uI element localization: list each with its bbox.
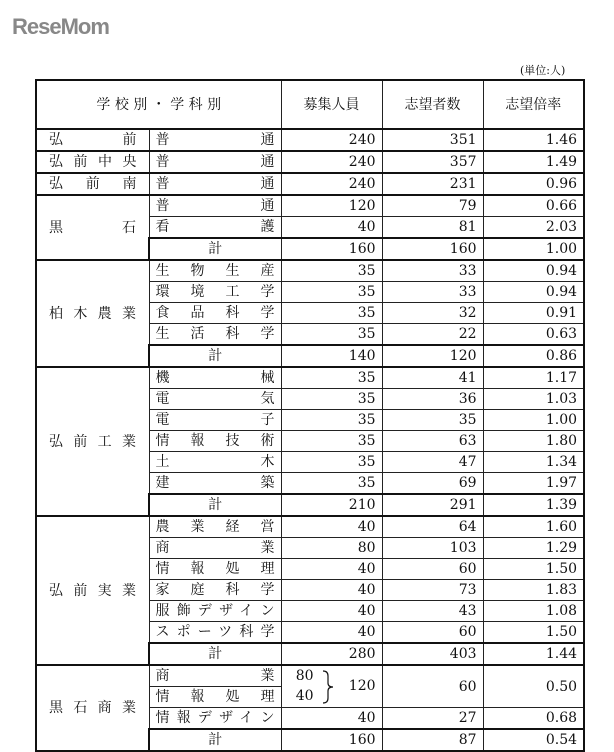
applicant-ratio-table	[35, 79, 585, 752]
header-quota: 募集人員	[281, 80, 382, 129]
table-row	[36, 195, 584, 217]
ratio: 1.34	[483, 452, 584, 473]
subtotal-applicants: 403	[382, 643, 483, 665]
school-name: 柏木農業	[36, 260, 149, 367]
dept-name: 家庭科学	[149, 580, 281, 601]
applicants: 43	[382, 601, 483, 622]
dept-name: 電気	[149, 389, 281, 410]
header-school-dept: 学 校 別 ・ 学 科 別	[36, 80, 281, 129]
ratio: 1.17	[483, 367, 584, 389]
applicants: 41	[382, 367, 483, 389]
applicants: 69	[382, 473, 483, 495]
subtotal-ratio: 1.00	[483, 238, 584, 260]
ratio: 0.63	[483, 324, 584, 346]
quota: 40	[281, 622, 382, 644]
header-row	[36, 80, 584, 129]
table-row	[36, 129, 584, 151]
subtotal-applicants: 291	[382, 494, 483, 516]
dept-name: 農業経営	[149, 516, 281, 538]
quota-total: 120	[348, 678, 376, 694]
subtotal-quota: 210	[281, 494, 382, 516]
subtotal-quota: 280	[281, 643, 382, 665]
dept-name: 土木	[149, 452, 281, 473]
quota: 35	[281, 260, 382, 282]
ratio: 1.49	[483, 151, 584, 173]
school-name: 弘前中央	[36, 151, 149, 173]
ratio: 1.29	[483, 538, 584, 559]
quota: 35	[281, 324, 382, 346]
ratio: 1.83	[483, 580, 584, 601]
quota: 40	[281, 708, 382, 730]
applicants: 47	[382, 452, 483, 473]
applicants: 36	[382, 389, 483, 410]
table-row	[36, 260, 584, 282]
table-row	[36, 665, 584, 687]
dept-name: 生物生産	[149, 260, 281, 282]
header-applicants: 志望者数	[382, 80, 483, 129]
quota: 240	[281, 151, 382, 173]
ratio: 0.91	[483, 303, 584, 324]
subtotal-label: 計	[149, 729, 281, 751]
ratio: 1.46	[483, 129, 584, 151]
applicants: 103	[382, 538, 483, 559]
quota: 80	[281, 538, 382, 559]
quota-part: 80	[295, 668, 314, 684]
ratio: 1.50	[483, 622, 584, 644]
ratio: 0.94	[483, 282, 584, 303]
applicants: 60	[382, 559, 483, 580]
header-ratio: 志望倍率	[483, 80, 584, 129]
ratio: 1.03	[483, 389, 584, 410]
applicants: 81	[382, 217, 483, 239]
dept-name: 生活科学	[149, 324, 281, 346]
quota: 35	[281, 367, 382, 389]
subtotal-label: 計	[149, 238, 281, 260]
applicants: 27	[382, 708, 483, 730]
quota: 35	[281, 303, 382, 324]
subtotal-quota: 140	[281, 345, 382, 367]
table-row	[36, 151, 584, 173]
dept-name: 電子	[149, 410, 281, 431]
applicants: 35	[382, 410, 483, 431]
subtotal-quota: 160	[281, 729, 382, 751]
ratio: 1.60	[483, 516, 584, 538]
quota: 35	[281, 389, 382, 410]
quota: 40	[281, 601, 382, 622]
ratio: 1.00	[483, 410, 584, 431]
dept-name: 服飾デザイン	[149, 601, 281, 622]
dept-name: 商業	[149, 665, 281, 687]
dept-name: 情報処理	[149, 559, 281, 580]
applicants: 73	[382, 580, 483, 601]
dept-name: 普通	[149, 129, 281, 151]
quota: 35	[281, 473, 382, 495]
quota: 35	[281, 282, 382, 303]
ratio: 1.97	[483, 473, 584, 495]
applicants: 32	[382, 303, 483, 324]
ratio: 1.08	[483, 601, 584, 622]
subtotal-quota: 160	[281, 238, 382, 260]
subtotal-applicants: 120	[382, 345, 483, 367]
brace-icon	[322, 670, 334, 704]
quota: 40	[281, 217, 382, 239]
applicants: 22	[382, 324, 483, 346]
ratio: 0.68	[483, 708, 584, 730]
subtotal-label: 計	[149, 494, 281, 516]
merged-quota	[281, 665, 382, 708]
school-name: 弘前	[36, 129, 149, 151]
quota-part: 40	[295, 688, 314, 704]
unit-note: (単位:人)	[520, 64, 566, 77]
school-name: 弘前工業	[36, 367, 149, 516]
table-body	[36, 129, 584, 751]
resemom-watermark-logo: ReseMom	[12, 14, 109, 39]
quota: 35	[281, 410, 382, 431]
school-name: 黒石	[36, 195, 149, 260]
applicants: 79	[382, 195, 483, 217]
dept-name: 看護	[149, 217, 281, 239]
dept-name: 普通	[149, 195, 281, 217]
applicants: 33	[382, 260, 483, 282]
subtotal-ratio: 1.44	[483, 643, 584, 665]
ratio: 0.94	[483, 260, 584, 282]
applicants: 357	[382, 151, 483, 173]
applicants: 64	[382, 516, 483, 538]
dept-name: 商業	[149, 538, 281, 559]
dept-name: 情報処理	[149, 687, 281, 708]
ratio: 0.96	[483, 173, 584, 195]
quota: 35	[281, 452, 382, 473]
quota: 40	[281, 516, 382, 538]
applicants: 60	[382, 665, 483, 708]
dept-name: 情報デザイン	[149, 708, 281, 730]
quota: 240	[281, 129, 382, 151]
subtotal-label: 計	[149, 345, 281, 367]
dept-name: 普通	[149, 151, 281, 173]
applicants: 63	[382, 431, 483, 452]
subtotal-applicants: 87	[382, 729, 483, 751]
table-row	[36, 516, 584, 538]
applicants: 231	[382, 173, 483, 195]
dept-name: 情報技術	[149, 431, 281, 452]
dept-name: 機械	[149, 367, 281, 389]
dept-name: 普通	[149, 173, 281, 195]
school-name: 弘前実業	[36, 516, 149, 665]
quota: 35	[281, 431, 382, 452]
applicants: 60	[382, 622, 483, 644]
subtotal-ratio: 0.86	[483, 345, 584, 367]
quota: 240	[281, 173, 382, 195]
subtotal-label: 計	[149, 643, 281, 665]
dept-name: 食品科学	[149, 303, 281, 324]
ratio: 1.50	[483, 559, 584, 580]
ratio: 2.03	[483, 217, 584, 239]
school-name: 弘前南	[36, 173, 149, 195]
table-row	[36, 173, 584, 195]
applicants: 33	[382, 282, 483, 303]
quota: 40	[281, 580, 382, 601]
quota: 40	[281, 559, 382, 580]
quota: 120	[281, 195, 382, 217]
ratio: 0.50	[483, 665, 584, 708]
dept-name: スポーツ科学	[149, 622, 281, 644]
subtotal-ratio: 1.39	[483, 494, 584, 516]
school-name: 黒石商業	[36, 665, 149, 751]
ratio: 0.66	[483, 195, 584, 217]
subtotal-applicants: 160	[382, 238, 483, 260]
dept-name: 環境工学	[149, 282, 281, 303]
dept-name: 建築	[149, 473, 281, 495]
applicants: 351	[382, 129, 483, 151]
table-row	[36, 367, 584, 389]
subtotal-ratio: 0.54	[483, 729, 584, 751]
ratio: 1.80	[483, 431, 584, 452]
